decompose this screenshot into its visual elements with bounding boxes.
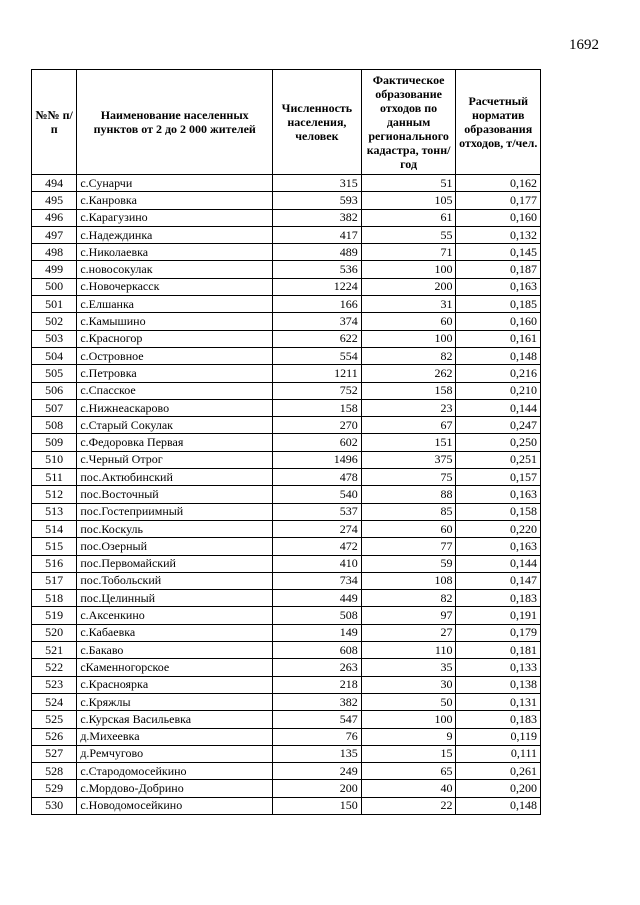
table-row — [32, 330, 541, 347]
waste-amount-cell: 100 — [361, 711, 456, 728]
waste-amount-cell: 110 — [361, 642, 456, 659]
row-number-cell: 498 — [32, 244, 77, 261]
waste-amount-cell: 151 — [361, 434, 456, 451]
table-row — [32, 261, 541, 278]
waste-norm-cell: 0,200 — [456, 780, 541, 797]
waste-amount-cell: 35 — [361, 659, 456, 676]
waste-norm-cell: 0,162 — [456, 175, 541, 192]
settlement-name-cell: с.новосокулак — [77, 261, 273, 278]
table-row — [32, 209, 541, 226]
waste-norm-cell: 0,251 — [456, 451, 541, 468]
settlement-name-cell: с.Старый Сокулак — [77, 417, 273, 434]
population-cell: 1211 — [273, 365, 362, 382]
header-row — [32, 70, 541, 175]
table-row — [32, 642, 541, 659]
population-cell: 540 — [273, 486, 362, 503]
table-body — [32, 175, 541, 815]
waste-amount-cell: 100 — [361, 261, 456, 278]
table-row — [32, 572, 541, 589]
waste-norm-cell: 0,158 — [456, 503, 541, 520]
settlement-name-cell: с.Бакаво — [77, 642, 273, 659]
waste-amount-cell: 60 — [361, 313, 456, 330]
row-number-cell: 504 — [32, 347, 77, 364]
row-number-cell: 513 — [32, 503, 77, 520]
population-cell: 622 — [273, 330, 362, 347]
waste-amount-cell: 77 — [361, 538, 456, 555]
row-number-cell: 503 — [32, 330, 77, 347]
settlements-waste-table — [31, 69, 541, 815]
waste-norm-cell: 0,160 — [456, 313, 541, 330]
waste-amount-cell: 15 — [361, 745, 456, 762]
table-row — [32, 676, 541, 693]
table-row — [32, 590, 541, 607]
row-number-cell: 511 — [32, 469, 77, 486]
population-cell: 449 — [273, 590, 362, 607]
population-cell: 270 — [273, 417, 362, 434]
settlement-name-cell: с.Стародомосейкино — [77, 763, 273, 780]
population-cell: 274 — [273, 520, 362, 537]
row-number-cell: 500 — [32, 278, 77, 295]
settlement-name-cell: с.Сунарчи — [77, 175, 273, 192]
population-cell: 537 — [273, 503, 362, 520]
row-number-cell: 512 — [32, 486, 77, 503]
row-number-cell: 494 — [32, 175, 77, 192]
table-row — [32, 244, 541, 261]
waste-norm-cell: 0,111 — [456, 745, 541, 762]
waste-norm-cell: 0,247 — [456, 417, 541, 434]
waste-norm-cell: 0,181 — [456, 642, 541, 659]
table-row — [32, 745, 541, 762]
table-row — [32, 486, 541, 503]
row-number-cell: 520 — [32, 624, 77, 641]
population-cell: 752 — [273, 382, 362, 399]
waste-norm-cell: 0,133 — [456, 659, 541, 676]
row-number-cell: 521 — [32, 642, 77, 659]
settlement-name-cell: с.Черный Отрог — [77, 451, 273, 468]
row-number-cell: 526 — [32, 728, 77, 745]
row-number-cell: 510 — [32, 451, 77, 468]
table-header — [32, 70, 541, 175]
population-cell: 554 — [273, 347, 362, 364]
population-cell: 382 — [273, 693, 362, 710]
waste-amount-cell: 71 — [361, 244, 456, 261]
row-number-cell: 517 — [32, 572, 77, 589]
waste-amount-cell: 200 — [361, 278, 456, 295]
settlement-name-cell: с.Краснояркa — [77, 676, 273, 693]
waste-amount-cell: 60 — [361, 520, 456, 537]
waste-norm-cell: 0,183 — [456, 590, 541, 607]
waste-amount-cell: 85 — [361, 503, 456, 520]
waste-amount-cell: 61 — [361, 209, 456, 226]
waste-norm-cell: 0,138 — [456, 676, 541, 693]
row-number-cell: 496 — [32, 209, 77, 226]
row-number-cell: 505 — [32, 365, 77, 382]
waste-norm-cell: 0,160 — [456, 209, 541, 226]
table-row — [32, 624, 541, 641]
waste-norm-cell: 0,161 — [456, 330, 541, 347]
population-cell: 249 — [273, 763, 362, 780]
population-cell: 489 — [273, 244, 362, 261]
population-cell: 1224 — [273, 278, 362, 295]
waste-amount-cell: 105 — [361, 192, 456, 209]
waste-norm-cell: 0,163 — [456, 486, 541, 503]
waste-norm-cell: 0,131 — [456, 693, 541, 710]
population-cell: 166 — [273, 296, 362, 313]
waste-amount-cell: 262 — [361, 365, 456, 382]
table-row — [32, 226, 541, 243]
settlement-name-cell: с.Новодомосейкино — [77, 797, 273, 814]
population-cell: 263 — [273, 659, 362, 676]
settlement-name-cell: с.Карагузино — [77, 209, 273, 226]
waste-amount-cell: 67 — [361, 417, 456, 434]
settlement-name-cell: пос.Тобольский — [77, 572, 273, 589]
settlement-name-cell: с.Аксенкино — [77, 607, 273, 624]
waste-amount-cell: 9 — [361, 728, 456, 745]
waste-amount-cell: 158 — [361, 382, 456, 399]
table-row — [32, 451, 541, 468]
settlement-name-cell: с.Кабаевка — [77, 624, 273, 641]
population-cell: 547 — [273, 711, 362, 728]
waste-norm-cell: 0,148 — [456, 797, 541, 814]
waste-norm-cell: 0,261 — [456, 763, 541, 780]
table-row — [32, 313, 541, 330]
table-row — [32, 659, 541, 676]
row-number-cell: 518 — [32, 590, 77, 607]
table-row — [32, 607, 541, 624]
header-population: Численность населения, человек — [273, 70, 362, 175]
waste-norm-cell: 0,177 — [456, 192, 541, 209]
table-row — [32, 417, 541, 434]
settlement-name-cell: с.Спасское — [77, 382, 273, 399]
row-number-cell: 501 — [32, 296, 77, 313]
waste-norm-cell: 0,220 — [456, 520, 541, 537]
settlement-name-cell: с.Николаевка — [77, 244, 273, 261]
settlement-name-cell: с.Островное — [77, 347, 273, 364]
settlement-name-cell: пос.Актюбинский — [77, 469, 273, 486]
settlement-name-cell: с.Камышино — [77, 313, 273, 330]
waste-norm-cell: 0,179 — [456, 624, 541, 641]
waste-amount-cell: 65 — [361, 763, 456, 780]
waste-amount-cell: 100 — [361, 330, 456, 347]
table-row — [32, 797, 541, 814]
row-number-cell: 528 — [32, 763, 77, 780]
row-number-cell: 508 — [32, 417, 77, 434]
settlement-name-cell: с.Надеждинка — [77, 226, 273, 243]
row-number-cell: 525 — [32, 711, 77, 728]
population-cell: 200 — [273, 780, 362, 797]
row-number-cell: 507 — [32, 399, 77, 416]
settlement-name-cell: с.Красногор — [77, 330, 273, 347]
header-waste-fact: Фактическое образование отходов по данным регионального кадастра, тонн/год — [361, 70, 456, 175]
row-number-cell: 495 — [32, 192, 77, 209]
settlement-name-cell: д.Михеевка — [77, 728, 273, 745]
row-number-cell: 519 — [32, 607, 77, 624]
table-row — [32, 503, 541, 520]
population-cell: 410 — [273, 555, 362, 572]
settlement-name-cell: пос.Гостеприимный — [77, 503, 273, 520]
waste-norm-cell: 0,148 — [456, 347, 541, 364]
waste-norm-cell: 0,163 — [456, 278, 541, 295]
table-row — [32, 711, 541, 728]
table-row — [32, 278, 541, 295]
row-number-cell: 527 — [32, 745, 77, 762]
population-cell: 135 — [273, 745, 362, 762]
table-row — [32, 382, 541, 399]
waste-norm-cell: 0,157 — [456, 469, 541, 486]
population-cell: 150 — [273, 797, 362, 814]
waste-norm-cell: 0,250 — [456, 434, 541, 451]
settlement-name-cell: с.Канровка — [77, 192, 273, 209]
waste-norm-cell: 0,185 — [456, 296, 541, 313]
table-row — [32, 693, 541, 710]
header-name: Наименование населенных пунктов от 2 до 2 000 жителей — [77, 70, 273, 175]
row-number-cell: 530 — [32, 797, 77, 814]
settlement-name-cell: с.Елшанка — [77, 296, 273, 313]
population-cell: 734 — [273, 572, 362, 589]
waste-norm-cell: 0,187 — [456, 261, 541, 278]
waste-amount-cell: 40 — [361, 780, 456, 797]
table-row — [32, 175, 541, 192]
settlement-name-cell: пос.Первомайский — [77, 555, 273, 572]
table-row — [32, 365, 541, 382]
row-number-cell: 515 — [32, 538, 77, 555]
population-cell: 1496 — [273, 451, 362, 468]
waste-amount-cell: 108 — [361, 572, 456, 589]
waste-amount-cell: 88 — [361, 486, 456, 503]
population-cell: 76 — [273, 728, 362, 745]
waste-norm-cell: 0,144 — [456, 555, 541, 572]
waste-norm-cell: 0,132 — [456, 226, 541, 243]
waste-amount-cell: 82 — [361, 347, 456, 364]
table-row — [32, 520, 541, 537]
settlement-name-cell: пос.Озерный — [77, 538, 273, 555]
row-number-cell: 523 — [32, 676, 77, 693]
table-row — [32, 434, 541, 451]
population-cell: 158 — [273, 399, 362, 416]
waste-amount-cell: 27 — [361, 624, 456, 641]
settlement-name-cell: с.Нижнеаскарово — [77, 399, 273, 416]
header-num: №№ п/п — [32, 70, 77, 175]
population-cell: 382 — [273, 209, 362, 226]
waste-norm-cell: 0,163 — [456, 538, 541, 555]
table-row — [32, 555, 541, 572]
table-row — [32, 296, 541, 313]
table-row — [32, 763, 541, 780]
population-cell: 593 — [273, 192, 362, 209]
table-row — [32, 728, 541, 745]
table-row — [32, 469, 541, 486]
row-number-cell: 506 — [32, 382, 77, 399]
row-number-cell: 499 — [32, 261, 77, 278]
table-row — [32, 399, 541, 416]
table-row — [32, 780, 541, 797]
table-row — [32, 347, 541, 364]
table-row — [32, 192, 541, 209]
settlement-name-cell: пос.Коскуль — [77, 520, 273, 537]
population-cell: 472 — [273, 538, 362, 555]
settlement-name-cell: с.Курская Васильевка — [77, 711, 273, 728]
settlement-name-cell: пос.Целинный — [77, 590, 273, 607]
waste-amount-cell: 375 — [361, 451, 456, 468]
population-cell: 602 — [273, 434, 362, 451]
settlement-name-cell: сКаменногорское — [77, 659, 273, 676]
waste-amount-cell: 50 — [361, 693, 456, 710]
settlement-name-cell: д.Ремчугово — [77, 745, 273, 762]
settlement-name-cell: с.Новочеркасск — [77, 278, 273, 295]
waste-norm-cell: 0,216 — [456, 365, 541, 382]
settlement-name-cell: пос.Восточный — [77, 486, 273, 503]
settlement-name-cell: с.Кряжлы — [77, 693, 273, 710]
waste-norm-cell: 0,144 — [456, 399, 541, 416]
waste-norm-cell: 0,191 — [456, 607, 541, 624]
waste-norm-cell: 0,145 — [456, 244, 541, 261]
population-cell: 508 — [273, 607, 362, 624]
row-number-cell: 524 — [32, 693, 77, 710]
population-cell: 417 — [273, 226, 362, 243]
settlement-name-cell: с.Федоровка Первая — [77, 434, 273, 451]
waste-amount-cell: 59 — [361, 555, 456, 572]
header-norm: Расчетный норматив образования отходов, т/чел. — [456, 70, 541, 175]
population-cell: 536 — [273, 261, 362, 278]
population-cell: 315 — [273, 175, 362, 192]
waste-norm-cell: 0,183 — [456, 711, 541, 728]
waste-norm-cell: 0,147 — [456, 572, 541, 589]
waste-amount-cell: 55 — [361, 226, 456, 243]
table-row — [32, 538, 541, 555]
population-cell: 218 — [273, 676, 362, 693]
row-number-cell: 529 — [32, 780, 77, 797]
waste-amount-cell: 51 — [361, 175, 456, 192]
population-cell: 149 — [273, 624, 362, 641]
population-cell: 478 — [273, 469, 362, 486]
population-cell: 374 — [273, 313, 362, 330]
population-cell: 608 — [273, 642, 362, 659]
waste-amount-cell: 82 — [361, 590, 456, 607]
settlement-name-cell: с.Петровка — [77, 365, 273, 382]
row-number-cell: 497 — [32, 226, 77, 243]
waste-amount-cell: 23 — [361, 399, 456, 416]
row-number-cell: 516 — [32, 555, 77, 572]
waste-amount-cell: 97 — [361, 607, 456, 624]
waste-norm-cell: 0,210 — [456, 382, 541, 399]
waste-amount-cell: 31 — [361, 296, 456, 313]
waste-amount-cell: 75 — [361, 469, 456, 486]
row-number-cell: 502 — [32, 313, 77, 330]
row-number-cell: 522 — [32, 659, 77, 676]
waste-norm-cell: 0,119 — [456, 728, 541, 745]
row-number-cell: 514 — [32, 520, 77, 537]
page-number: 1692 — [569, 37, 599, 53]
row-number-cell: 509 — [32, 434, 77, 451]
settlement-name-cell: с.Мордово-Добрино — [77, 780, 273, 797]
waste-amount-cell: 22 — [361, 797, 456, 814]
waste-amount-cell: 30 — [361, 676, 456, 693]
